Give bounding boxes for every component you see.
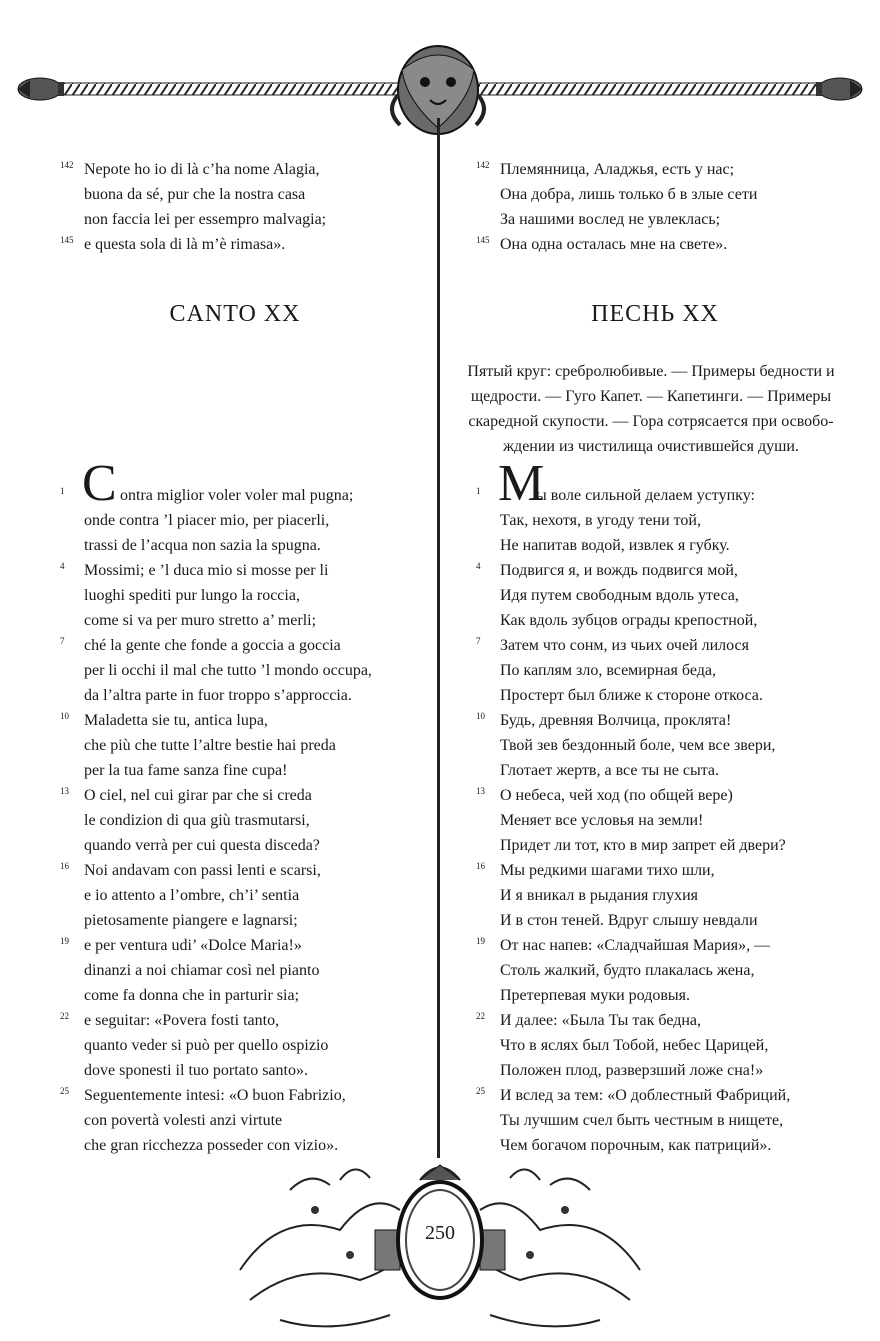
verse-line: dinanzi a noi chiamar così nel pianto (84, 962, 320, 979)
verse-line: Затем что сонм, из чьих очей лилося (500, 637, 750, 654)
verse-line: Племянница, Аладжья, есть у нас; (500, 161, 735, 178)
verse-line: Глотает жертв, а все ты не сыта. (500, 762, 719, 779)
canto-title-italian: CANTO XX (169, 301, 301, 327)
verse-line: quanto veder si può per quello ospizio (84, 1037, 329, 1054)
verse-line: Столь жалкий, будто плакалась жена, (500, 962, 755, 979)
verse-line: Меняет все условья на земли! (500, 812, 704, 829)
verse-line: ы воле сильной делаем уступку: (536, 487, 755, 504)
verse-line: e io attento a l’ombre, ch’i’ sentia (84, 887, 300, 904)
verse-line: За нашими вослед не увлеклась; (500, 211, 721, 228)
verse-line: Мы редкими шагами тихо шли, (500, 862, 715, 879)
line-number: 7 (60, 636, 65, 646)
verse-line: le condizion di qua giù trasmutarsi, (84, 812, 310, 829)
verse-line: come si va per muro stretto a’ merli; (84, 612, 317, 629)
verse-line: И в стон теней. Вдруг слышу невдали (500, 912, 758, 929)
line-number: 22 (60, 1011, 69, 1021)
verse-line: per li occhi il mal che tutto ’l mondo occupa, (84, 662, 372, 679)
verse-line: e questa sola di là m’è rimasa». (84, 236, 286, 253)
verse-line: По каплям зло, всемирная беда, (500, 662, 716, 679)
canto-summary (452, 359, 850, 459)
verse-line: con povertà volesti anzi virtute (84, 1112, 283, 1129)
line-number: 16 (476, 861, 485, 871)
line-number: 4 (476, 561, 481, 571)
verse-line: e seguitar: «Povera fosti tanto, (84, 1012, 280, 1029)
verse-line: quando verrà per cui questa disceda? (84, 837, 320, 854)
verse-line: И далее: «Была Ты так бедна, (500, 1012, 702, 1029)
verse-line: trassi de l’acqua non sazia la spugna. (84, 537, 321, 554)
verse-line: Она одна осталась мне на свете». (500, 236, 728, 253)
verse-line: che gran ricchezza posseder con vizio». (84, 1137, 339, 1154)
canto-title-russian: ПЕСНЬ XX (591, 301, 719, 327)
line-number: 19 (60, 936, 69, 946)
verse-line: Чем богачом порочным, как патриций». (500, 1137, 772, 1154)
line-number: 25 (476, 1086, 485, 1096)
line-number: 145 (60, 235, 74, 245)
line-number: 1 (476, 486, 481, 496)
verse-line: Что в яслях был Тобой, небес Царицей, (500, 1037, 769, 1054)
verse-line: che più che tutte l’altre bestie hai preda (84, 737, 336, 754)
verse-line: Подвигся я, и вождь подвигся мой, (500, 562, 738, 579)
verse-line: Noi andavam con passi lenti e scarsi, (84, 862, 321, 879)
verse-line: Не напитав водой, извлек я губку. (500, 537, 730, 554)
drop-cap-italian: C (82, 455, 117, 512)
verse-line: da l’altra parte in fuor troppo s’approccia. (84, 687, 352, 704)
verse-line: Maladetta sie tu, antica lupa, (84, 712, 268, 729)
verse-line: ontra miglior voler voler mal pugna; (120, 487, 354, 504)
verse-line: Претерпевая муки родовыя. (500, 987, 691, 1004)
summary-line: Пятый круг: сребролюбивые. — Примеры бедности и (467, 363, 835, 380)
line-number: 142 (476, 160, 490, 170)
line-number: 10 (476, 711, 485, 721)
column-divider (437, 118, 440, 1158)
verse-line: Будь, древняя Волчица, проклята! (500, 712, 732, 729)
verse-line: Как вдоль зубцов ограды крепостной, (500, 612, 758, 629)
verse-line: Ты лучшим счел быть честным в нищете, (500, 1112, 784, 1129)
line-number: 1 (60, 486, 65, 496)
verse-line: Mossimi; e ’l duca mio si mosse per li (84, 562, 329, 579)
verse-line: Так, нехотя, в угоду тени той, (500, 512, 701, 529)
line-number: 7 (476, 636, 481, 646)
line-number: 10 (60, 711, 69, 721)
line-number: 142 (60, 160, 74, 170)
verse-line: buona da sé, pur che la nostra casa (84, 186, 306, 203)
line-number: 16 (60, 861, 69, 871)
page-number: 250 (425, 1222, 455, 1244)
summary-line: щедрости. — Гуго Капет. — Капетинги. — Примеры (470, 388, 832, 405)
verse-line: И вслед за тем: «О доблестный Фабриций, (500, 1087, 791, 1104)
verse-line: onde contra ’l piacer mio, per piacerli, (84, 512, 330, 529)
verse-line: Положен плод, разверзший ложе сна!» (500, 1062, 764, 1079)
line-number: 13 (60, 786, 69, 796)
verse-line: Придет ли тот, кто в мир запрет ей двери? (500, 837, 786, 854)
line-number: 13 (476, 786, 485, 796)
line-number: 25 (60, 1086, 69, 1096)
right-finial-icon (816, 78, 862, 100)
verse-line: Nepote ho io di là c’ha nome Alagia, (84, 161, 320, 178)
summary-line: скаредной скупости. — Гора сотрясается при освобо- (468, 413, 834, 430)
verse-line: per la tua fame sanza fine cupa! (84, 762, 288, 779)
verse-line: dove sponesti il tuo portato santo». (84, 1062, 308, 1079)
verse-line: luoghi spediti pur lungo la roccia, (84, 587, 300, 604)
verse-line: pietosamente piangere e lagnarsi; (84, 912, 298, 929)
verse-line: Она добра, лишь только б в злые сети (500, 186, 758, 203)
verse-line: От нас напев: «Сладчайшая Мария», — (500, 937, 771, 954)
verse-line: Идя путем свободным вдоль утеса, (500, 587, 739, 604)
line-number: 145 (476, 235, 490, 245)
verse-line: come fa donna che in parturir sia; (84, 987, 300, 1004)
drop-cap-russian: М (498, 455, 545, 512)
line-number: 19 (476, 936, 485, 946)
verse-line: Простерт был ближе к стороне откоса. (500, 687, 763, 704)
verse-line: O ciel, nel cui girar par che si creda (84, 787, 312, 804)
verse-line: Твой зев бездонный боле, чем все звери, (500, 737, 776, 754)
verse-line: non faccia lei per essempro malvagia; (84, 211, 327, 228)
verse-line: И я вникал в рыдания глухия (500, 887, 699, 904)
summary-line: ждении из чистилища очистившейся души. (503, 438, 799, 455)
verse-line: Seguentemente intesi: «O buon Fabrizio, (84, 1087, 346, 1104)
verse-line: ché la gente che fonde a goccia a goccia (84, 637, 341, 654)
line-number: 4 (60, 561, 65, 571)
bottom-cartouche-ornament (220, 1150, 660, 1341)
top-ornament-rod (0, 0, 880, 150)
line-number: 22 (476, 1011, 485, 1021)
verse-line: О небеса, чей ход (по общей вере) (500, 787, 733, 804)
left-finial-icon (18, 78, 64, 100)
verse-line: e per ventura udi’ «Dolce Maria!» (84, 937, 302, 954)
